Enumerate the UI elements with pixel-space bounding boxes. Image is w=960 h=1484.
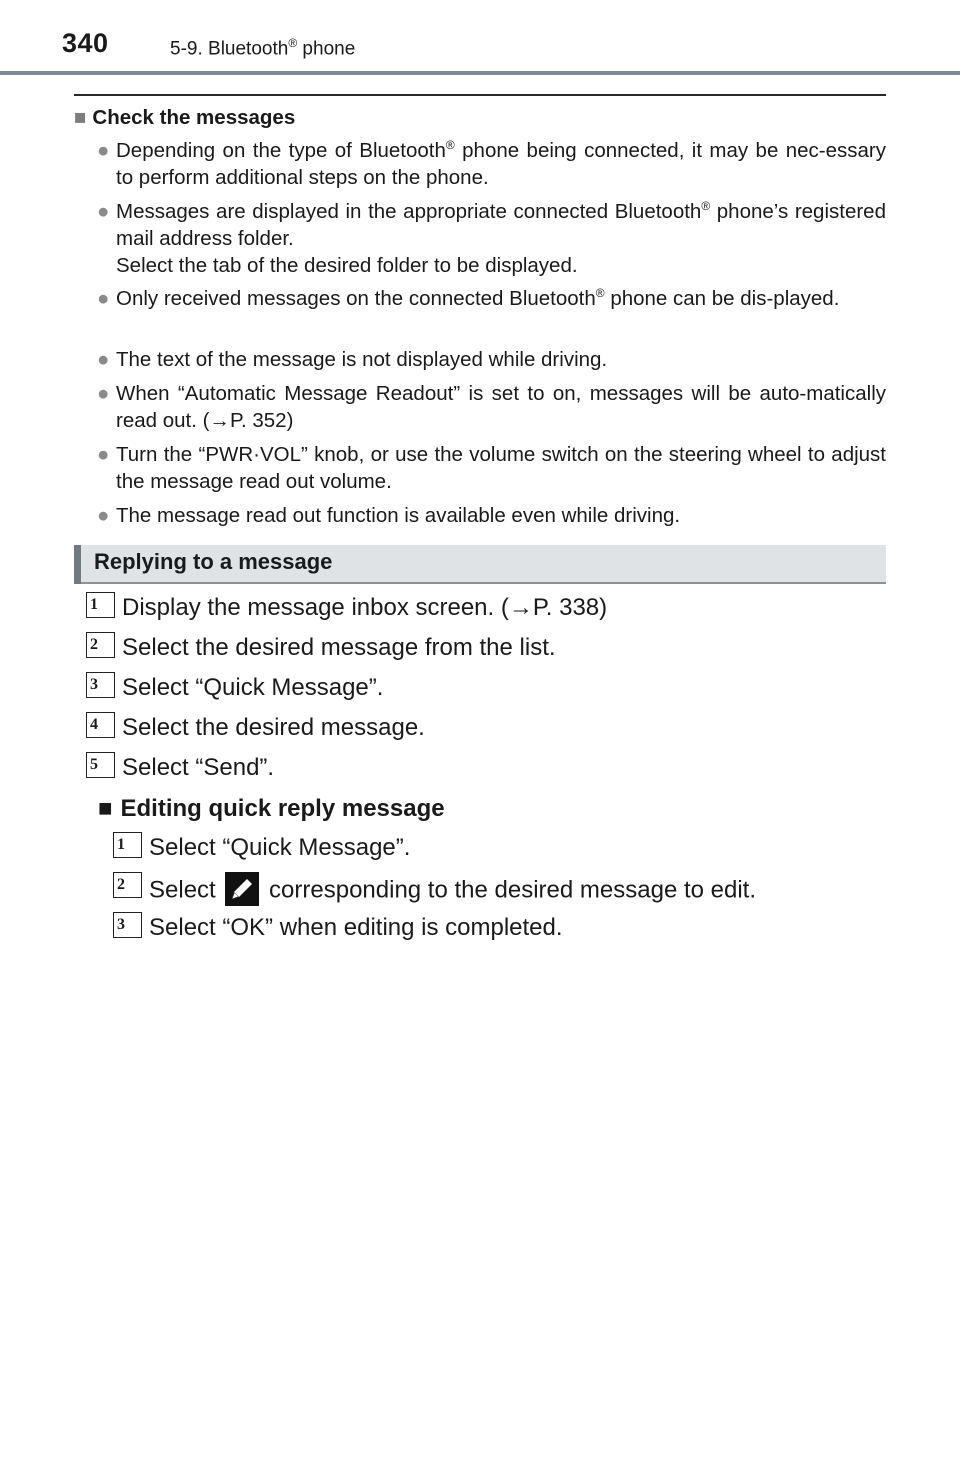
step-text: Select corresponding to the desired message to edit.	[149, 874, 756, 908]
bullet-item: ● Turn the “PWR·VOL” knob, or use the volume switch on the steering wheel to adjust the message read out volume.	[97, 443, 886, 493]
page-number: 340	[62, 28, 109, 58]
bullet-item: ● When “Automatic Message Readout” is set to on, messages will be auto-matically read out. (→P. 352)	[97, 382, 886, 432]
bullet-dot-icon: ●	[97, 504, 110, 527]
content-top-rule	[74, 94, 886, 96]
step-number-badge: 3	[113, 912, 142, 938]
check-messages-heading: ■ Check the messages	[74, 106, 296, 129]
section-title: 5-9. Bluetooth® phone	[170, 36, 356, 60]
bullet-item: ● Depending on the type of Bluetooth® phone being connected, it may be nec-essary to perform additional steps on the phone.	[97, 138, 886, 189]
replying-heading: Replying to a message	[94, 549, 333, 574]
step-text: Select “Quick Message”.	[149, 834, 411, 861]
bullet-item: ● Messages are displayed in the appropriate connected Bluetooth® phone’s registered mail address folder. Select the tab of the desired folder to be displayed.	[97, 199, 886, 277]
pencil-icon	[225, 872, 259, 906]
editing-heading: ■ Editing quick reply message	[98, 795, 445, 822]
step-number-badge: 4	[86, 712, 115, 738]
step-text: Select “Send”.	[122, 754, 275, 781]
bullet-dot-icon: ●	[97, 139, 110, 162]
bullet-item: ● Only received messages on the connected Bluetooth® phone can be dis-played.	[97, 286, 840, 310]
step-number-badge: 3	[86, 672, 115, 698]
bullet-dot-icon: ●	[97, 287, 110, 310]
bullet-item: ● The text of the message is not displayed while driving.	[97, 348, 608, 371]
replying-section-banner	[74, 545, 886, 584]
step-number-badge: 5	[86, 752, 115, 778]
step-number-badge: 1	[113, 832, 142, 858]
step-text: Select “OK” when editing is completed.	[149, 914, 563, 941]
bullet-dot-icon: ●	[97, 382, 110, 405]
page-reference-link[interactable]: →P. 352)	[209, 409, 294, 432]
step-text: Select the desired message.	[122, 714, 425, 741]
banner-accent-bar	[74, 545, 81, 584]
bullet-dot-icon: ●	[97, 348, 110, 371]
step-text: Display the message inbox screen. (→P. 338)	[122, 594, 608, 621]
bullet-dot-icon: ●	[97, 200, 110, 223]
header-rule	[0, 71, 960, 75]
step-number-badge: 1	[86, 592, 115, 618]
bullet-dot-icon: ●	[97, 443, 110, 466]
step-number-badge: 2	[86, 632, 115, 658]
step-text: Select “Quick Message”.	[122, 674, 384, 701]
bullet-item: ● The message read out function is available even while driving.	[97, 504, 681, 527]
step-text: Select the desired message from the list.	[122, 634, 556, 661]
step-number-badge: 2	[113, 872, 142, 898]
page-header	[0, 0, 960, 76]
